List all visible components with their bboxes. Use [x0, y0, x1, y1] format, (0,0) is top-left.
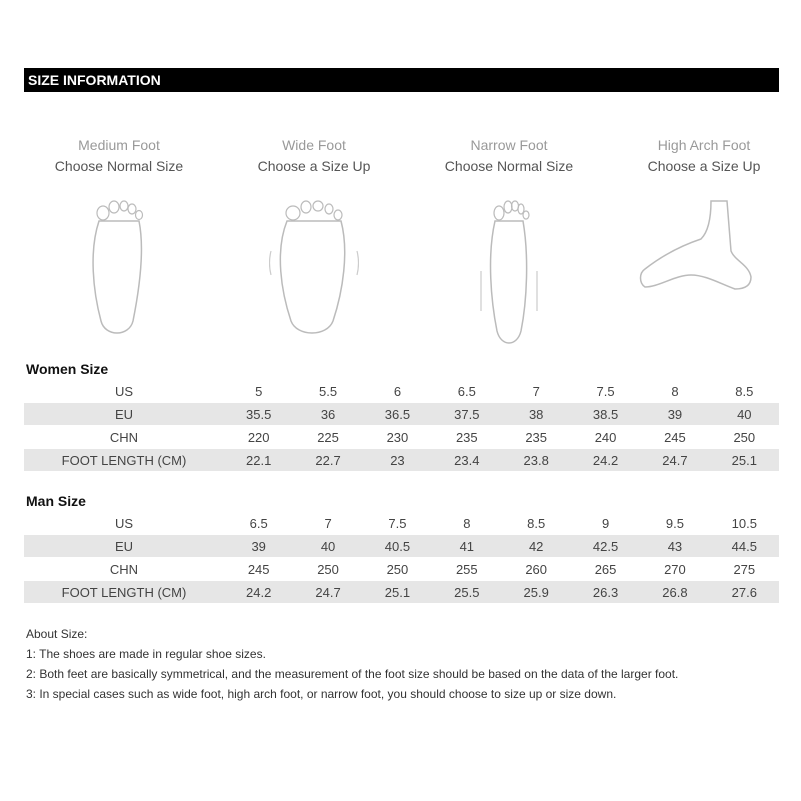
foot-type-advice: Choose Normal Size: [54, 158, 184, 174]
foot-type-name: Wide Foot: [282, 137, 346, 153]
table-cell: 8.5: [502, 512, 571, 535]
size-information-header: [24, 68, 779, 92]
table-cell: 22.1: [224, 449, 293, 472]
foot-type-advice: Choose a Size Up: [647, 158, 761, 174]
table-cell: 44.5: [710, 535, 779, 558]
note-item: 1: The shoes are made in regular shoe sizes.: [26, 647, 266, 661]
foot-type-name: High Arch Foot: [657, 137, 751, 153]
row-label: EU: [24, 403, 224, 426]
table-cell: 7.5: [363, 512, 432, 535]
foot-type-name: Narrow Foot: [470, 137, 548, 153]
table-cell: 240: [571, 426, 640, 449]
table-cell: 25.9: [502, 581, 571, 604]
table-cell: 7.5: [571, 380, 640, 403]
row-label: US: [24, 512, 224, 535]
table-cell: 230: [363, 426, 432, 449]
table-cell: 23.8: [502, 449, 571, 472]
table-cell: 255: [432, 558, 501, 581]
table-cell: 39: [640, 403, 709, 426]
row-label: CHN: [24, 426, 224, 449]
narrow-foot-icon: [469, 191, 549, 351]
table-cell: 40: [710, 403, 779, 426]
table-row: [24, 426, 779, 449]
table-cell: 10.5: [710, 512, 779, 535]
table-cell: 5.5: [293, 380, 362, 403]
table-cell: 6.5: [432, 380, 501, 403]
row-label: US: [24, 380, 224, 403]
row-label: EU: [24, 535, 224, 558]
table-cell: 250: [293, 558, 362, 581]
table-cell: 26.8: [640, 581, 709, 604]
table-cell: 25.1: [363, 581, 432, 604]
table-cell: 5: [224, 380, 293, 403]
foot-type-name: Medium Foot: [78, 137, 160, 153]
table-cell: 23: [363, 449, 432, 472]
table-cell: 245: [640, 426, 709, 449]
table-cell: 38: [502, 403, 571, 426]
table-cell: 25.1: [710, 449, 779, 472]
table-cell: 43: [640, 535, 709, 558]
foot-type-medium: [24, 135, 214, 341]
table-cell: 9.5: [640, 512, 709, 535]
note-item: 2: Both feet are basically symmetrical, and the measurement of the foot size should be based on the data of the larger foot.: [26, 667, 679, 681]
table-cell: 225: [293, 426, 362, 449]
row-label: FOOT LENGTH (CM): [24, 449, 224, 472]
header-title: SIZE INFORMATION: [28, 72, 161, 88]
table-cell: 235: [432, 426, 501, 449]
table-cell: 35.5: [224, 403, 293, 426]
table-cell: 275: [710, 558, 779, 581]
table-row: [24, 558, 779, 581]
table-cell: 8.5: [710, 380, 779, 403]
table-cell: 270: [640, 558, 709, 581]
table-cell: 41: [432, 535, 501, 558]
row-label: CHN: [24, 558, 224, 581]
table-cell: 8: [640, 380, 709, 403]
high-arch-foot-icon: [639, 191, 769, 301]
foot-type-high-arch: [609, 135, 799, 301]
foot-type-narrow: [414, 135, 604, 351]
foot-type-wide: [219, 135, 409, 341]
table-cell: 27.6: [710, 581, 779, 604]
table-cell: 24.2: [571, 449, 640, 472]
notes-heading: About Size:: [26, 627, 88, 641]
table-cell: 265: [571, 558, 640, 581]
table-cell: 42: [502, 535, 571, 558]
table-cell: 7: [502, 380, 571, 403]
note-item: 3: In special cases such as wide foot, high arch foot, or narrow foot, you should choose to size up or size down.: [26, 687, 617, 701]
table-cell: 37.5: [432, 403, 501, 426]
table-cell: 42.5: [571, 535, 640, 558]
wide-foot-icon: [269, 191, 359, 341]
size-notes: [26, 624, 796, 704]
table-row: [24, 449, 779, 472]
table-row: [24, 535, 779, 558]
table-cell: 220: [224, 426, 293, 449]
table-cell: 7: [293, 512, 362, 535]
table-row: [24, 581, 779, 604]
table-cell: 250: [710, 426, 779, 449]
table-cell: 23.4: [432, 449, 501, 472]
table-cell: 36: [293, 403, 362, 426]
women-size-table: [24, 380, 779, 472]
table-cell: 235: [502, 426, 571, 449]
foot-types: [24, 135, 779, 355]
man-size-title: Man Size: [26, 493, 86, 509]
medium-foot-icon: [79, 191, 159, 341]
table-row: [24, 403, 779, 426]
table-cell: 24.7: [293, 581, 362, 604]
table-cell: 40.5: [363, 535, 432, 558]
table-cell: 24.2: [224, 581, 293, 604]
table-row: [24, 380, 779, 403]
table-cell: 22.7: [293, 449, 362, 472]
table-cell: 245: [224, 558, 293, 581]
table-cell: 26.3: [571, 581, 640, 604]
man-size-table: [24, 512, 779, 604]
man-size-section: [24, 490, 779, 604]
table-cell: 24.7: [640, 449, 709, 472]
women-size-title: Women Size: [26, 361, 109, 377]
table-cell: 25.5: [432, 581, 501, 604]
table-cell: 9: [571, 512, 640, 535]
table-cell: 40: [293, 535, 362, 558]
table-cell: 8: [432, 512, 501, 535]
table-cell: 38.5: [571, 403, 640, 426]
table-cell: 36.5: [363, 403, 432, 426]
table-cell: 6: [363, 380, 432, 403]
foot-type-advice: Choose a Size Up: [257, 158, 371, 174]
row-label: FOOT LENGTH (CM): [24, 581, 224, 604]
table-cell: 6.5: [224, 512, 293, 535]
women-size-section: [24, 358, 779, 472]
table-cell: 250: [363, 558, 432, 581]
table-cell: 260: [502, 558, 571, 581]
foot-type-advice: Choose Normal Size: [444, 158, 574, 174]
table-cell: 39: [224, 535, 293, 558]
table-row: [24, 512, 779, 535]
